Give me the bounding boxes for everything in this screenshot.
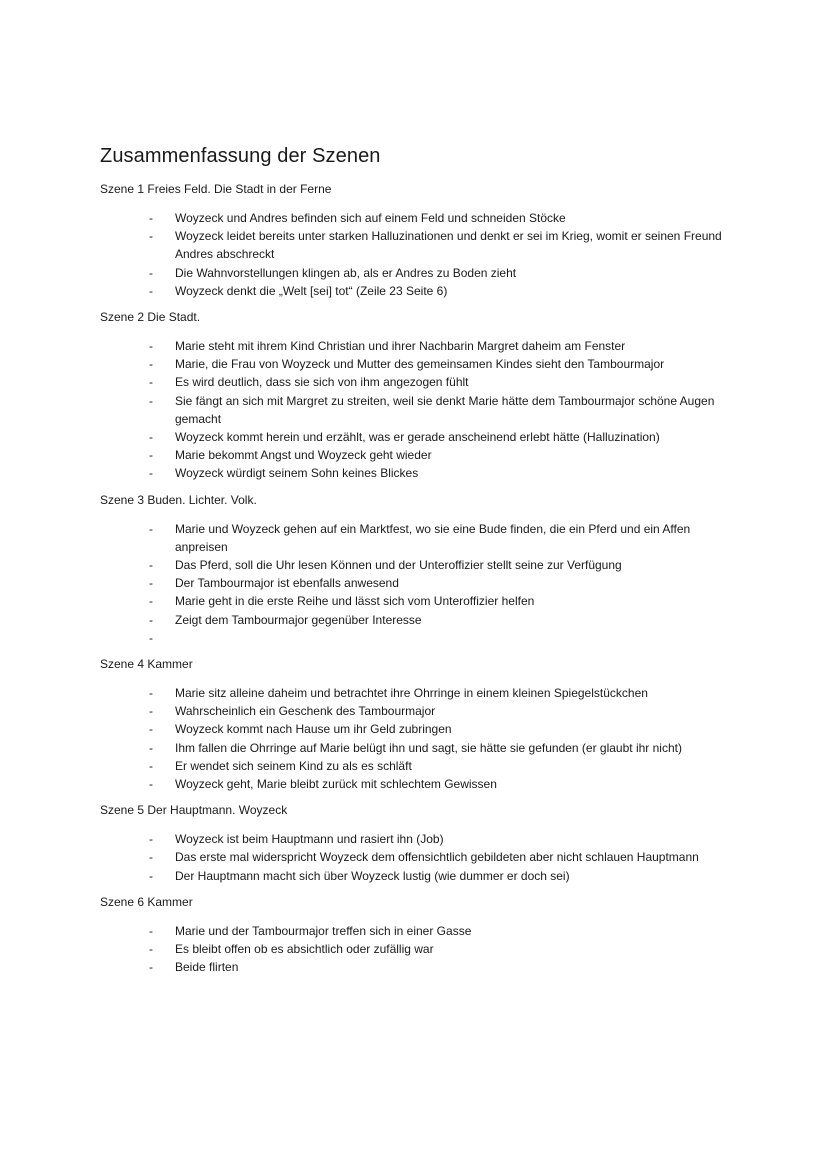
bullet-dash: - <box>149 868 153 883</box>
bullet-dash: - <box>149 576 153 591</box>
scene-section <box>100 802 740 885</box>
scene-heading: Szene 6 Kammer <box>100 894 193 909</box>
bullet-dash: - <box>149 850 153 865</box>
scene-heading: Szene 3 Buden. Lichter. Volk. <box>100 492 257 507</box>
bullet-dash: - <box>149 942 153 957</box>
list-item <box>100 867 740 885</box>
bullet-text: Marie bekommt Angst und Woyzeck geht wieder <box>175 448 432 463</box>
bullet-text: Es bleibt offen ob es absichtlich oder zufällig war <box>175 942 434 957</box>
bullet-text: Woyzeck geht, Marie bleibt zurück mit schlechtem Gewissen <box>175 777 497 792</box>
list-item <box>100 428 740 446</box>
bullet-dash: - <box>149 430 153 445</box>
bullet-dash: - <box>149 758 153 773</box>
list-item <box>100 282 740 300</box>
bullet-text: Der Tambourmajor ist ebenfalls anwesend <box>175 576 399 591</box>
list-item <box>100 702 740 720</box>
bullet-dash: - <box>149 229 153 244</box>
list-item <box>100 739 740 757</box>
bullet-list <box>100 337 740 483</box>
bullet-dash: - <box>149 448 153 463</box>
bullet-text: Das erste mal widerspricht Woyzeck dem offensichtlich gebildeten aber nicht schlauen Hauptmann <box>175 850 699 865</box>
bullet-dash: - <box>149 777 153 792</box>
bullet-text: Woyzeck denkt die „Welt [sei] tot“ (Zeile 23 Seite 6) <box>175 283 448 298</box>
scene-section <box>100 181 740 300</box>
scene-section <box>100 894 740 977</box>
list-item <box>100 446 740 464</box>
bullet-text: Marie und der Tambourmajor treffen sich in einer Gasse <box>175 923 472 938</box>
scene-section <box>100 492 740 647</box>
bullet-dash: - <box>149 283 153 298</box>
bullet-text: Der Hauptmann macht sich über Woyzeck lustig (wie dummer er doch sei) <box>175 868 570 883</box>
list-item <box>100 629 740 647</box>
bullet-dash: - <box>149 521 153 536</box>
bullet-dash: - <box>149 339 153 354</box>
bullet-dash: - <box>149 630 153 645</box>
list-item <box>100 958 740 976</box>
bullet-list <box>100 520 740 647</box>
bullet-text: Marie und Woyzeck gehen auf ein Marktfest, wo sie eine Bude finden, die ein Pferd und ein Affen anpreisen <box>175 521 691 554</box>
list-item <box>100 684 740 702</box>
list-item <box>100 574 740 592</box>
scene-heading: Szene 2 Die Stadt. <box>100 310 201 325</box>
bullet-text: Er wendet sich seinem Kind zu als es schläft <box>175 758 412 773</box>
list-item <box>100 227 740 263</box>
bullet-text: Marie steht mit ihrem Kind Christian und ihrer Nachbarin Margret daheim am Fenster <box>175 339 626 354</box>
scene-list <box>100 181 740 976</box>
list-item <box>100 775 740 793</box>
list-item <box>100 264 740 282</box>
bullet-dash: - <box>149 960 153 975</box>
bullet-text: Sie fängt an sich mit Margret zu streiten, weil sie denkt Marie hätte dem Tambourmajor schöne Augen gemacht <box>175 393 715 426</box>
scene-heading: Szene 5 Der Hauptmann. Woyzeck <box>100 803 288 818</box>
bullet-dash: - <box>149 832 153 847</box>
bullet-text: Woyzeck ist beim Hauptmann und rasiert ihn (Job) <box>175 832 444 847</box>
list-item <box>100 592 740 610</box>
list-item <box>100 337 740 355</box>
bullet-dash: - <box>149 558 153 573</box>
bullet-dash: - <box>149 923 153 938</box>
bullet-dash: - <box>149 393 153 408</box>
scene-section <box>100 656 740 793</box>
bullet-dash: - <box>149 375 153 390</box>
bullet-dash: - <box>149 686 153 701</box>
bullet-list <box>100 209 740 300</box>
list-item <box>100 830 740 848</box>
bullet-text: Woyzeck kommt nach Hause um ihr Geld zubringen <box>175 722 452 737</box>
bullet-dash: - <box>149 357 153 372</box>
document-page <box>100 143 740 985</box>
bullet-list <box>100 684 740 793</box>
list-item <box>100 520 740 556</box>
bullet-dash: - <box>149 704 153 719</box>
bullet-text: Woyzeck kommt herein und erzählt, was er gerade anscheinend erlebt hätte (Halluzination) <box>175 430 660 445</box>
list-item <box>100 373 740 391</box>
bullet-dash: - <box>149 740 153 755</box>
list-item <box>100 209 740 227</box>
bullet-dash: - <box>149 594 153 609</box>
document-title: Zusammenfassung der Szenen <box>100 145 381 167</box>
bullet-text: Woyzeck würdigt seinem Sohn keines Blickes <box>175 466 419 481</box>
scene-heading: Szene 4 Kammer <box>100 657 193 672</box>
list-item <box>100 355 740 373</box>
list-item <box>100 720 740 738</box>
bullet-text: Zeigt dem Tambourmajor gegenüber Interesse <box>175 612 422 627</box>
scene-section <box>100 309 740 483</box>
bullet-text: Es wird deutlich, dass sie sich von ihm angezogen fühlt <box>175 375 469 390</box>
bullet-dash: - <box>149 211 153 225</box>
list-item <box>100 922 740 940</box>
bullet-text: Marie geht in die erste Reihe und lässt sich vom Unteroffizier helfen <box>175 594 535 609</box>
bullet-text: Die Wahnvorstellungen klingen ab, als er Andres zu Boden zieht <box>175 265 517 280</box>
bullet-text: Marie, die Frau von Woyzeck und Mutter des gemeinsamen Kindes sieht den Tambourmajor <box>175 357 665 372</box>
bullet-list <box>100 830 740 885</box>
list-item <box>100 464 740 482</box>
bullet-dash: - <box>149 722 153 737</box>
bullet-text: Woyzeck und Andres befinden sich auf einem Feld und schneiden Stöcke <box>175 211 566 225</box>
list-item <box>100 611 740 629</box>
bullet-list <box>100 922 740 977</box>
list-item <box>100 556 740 574</box>
bullet-dash: - <box>149 466 153 481</box>
bullet-text: Das Pferd, soll die Uhr lesen Können und der Unteroffizier stellt seine zur Verfügung <box>175 558 622 573</box>
bullet-dash: - <box>149 612 153 627</box>
list-item <box>100 848 740 866</box>
bullet-text: Beide flirten <box>175 960 239 975</box>
list-item <box>100 392 740 428</box>
list-item <box>100 940 740 958</box>
scene-heading: Szene 1 Freies Feld. Die Stadt in der Ferne <box>100 182 332 196</box>
bullet-text: Woyzeck leidet bereits unter starken Halluzinationen und denkt er sei im Krieg, womit er seinen Freund Andres abschreckt <box>175 229 722 262</box>
bullet-dash: - <box>149 265 153 280</box>
bullet-text: Ihm fallen die Ohrringe auf Marie belügt ihn und sagt, sie hätte sie gefunden (er glaubt ihr nicht) <box>175 740 682 755</box>
list-item <box>100 757 740 775</box>
bullet-text: Marie sitz alleine daheim und betrachtet ihre Ohrringe in einem kleinen Spiegelstückchen <box>175 686 648 701</box>
bullet-text: Wahrscheinlich ein Geschenk des Tambourmajor <box>175 704 436 719</box>
